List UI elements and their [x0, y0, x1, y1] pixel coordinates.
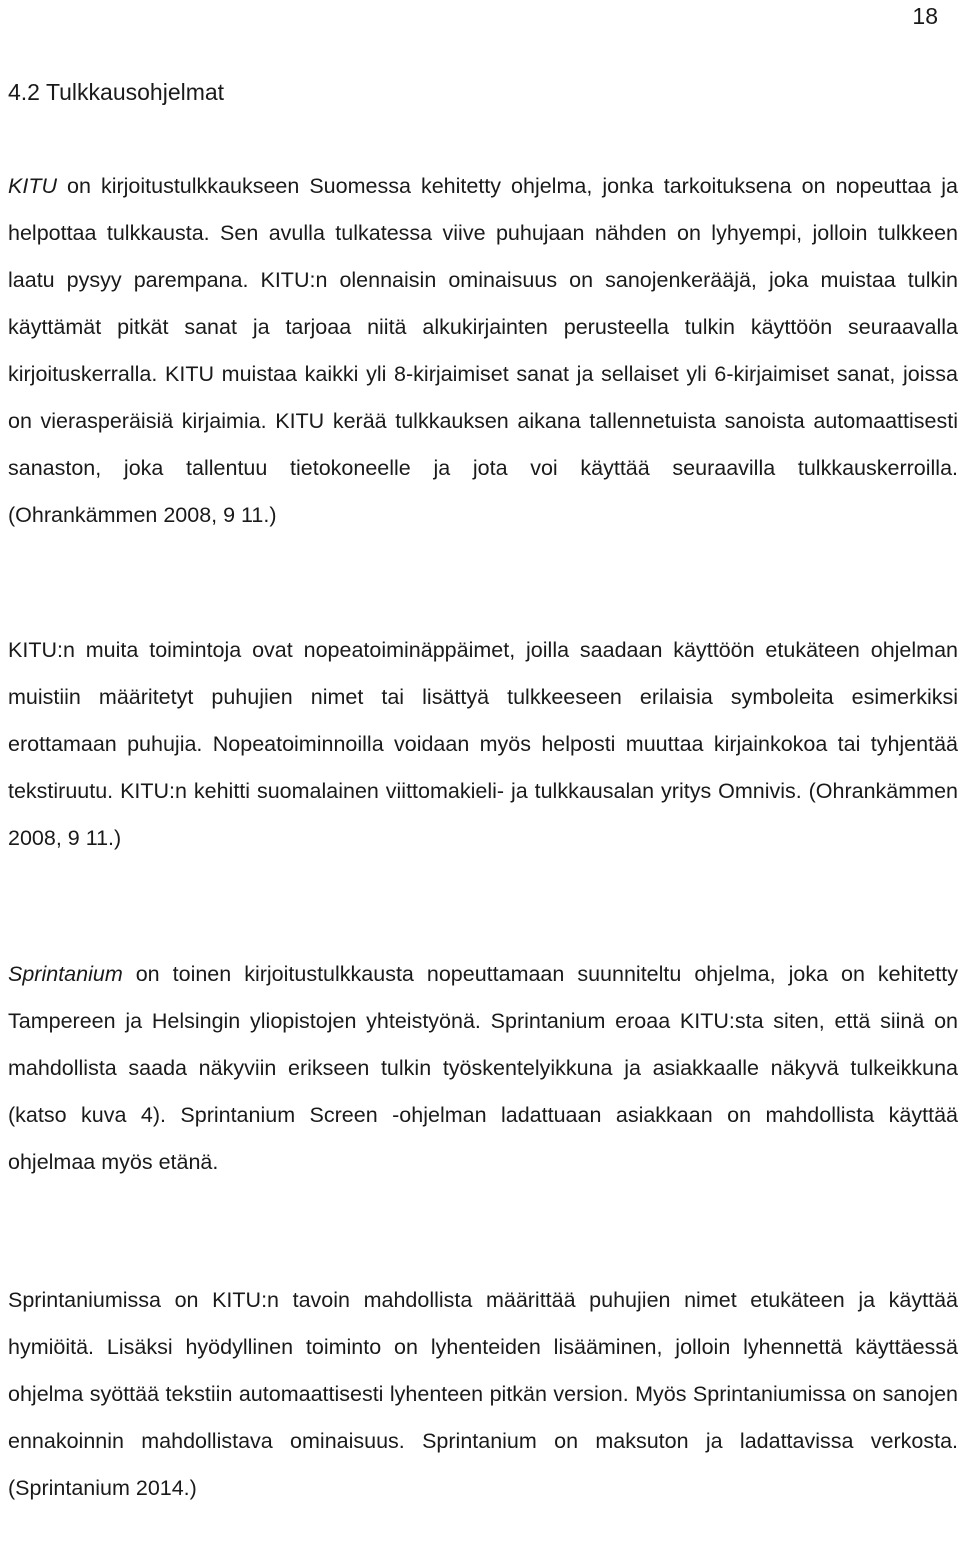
- paragraph-text: Sprintaniumissa on KITU:n tavoin mahdollista määrittää puhujien nimet etukäteen ja käyttää hymiöitä. Lisäksi hyödyllinen toiminto on lyhenteiden lisääminen, jolloin lyhennettä käyttäessä ohjelma syöttää tekstiin automaattisesti lyhenteen pitkän version. Myös Sprintaniumissa on sanojen ennakoinnin mahdollistava ominaisuus. Sprintanium on maksuton ja ladattavissa verkosta. (Sprintanium 2014.): [8, 1288, 958, 1500]
- paragraph-kitu-intro: [8, 163, 958, 539]
- paragraph-italic-term: KITU: [8, 174, 57, 198]
- paragraph-text: KITU:n muita toimintoja ovat nopeatoiminäppäimet, joilla saadaan käyttöön etukäteen ohjelman muistiin määritetyt puhujien nimet tai lisättyä tulkkeeseen erilaisia symboleita esimerkiksi erottamaan puhujia. Nopeatoiminnoilla voidaan myös helposti muuttaa kirjainkokoa tai tyhjentää tekstiruutu. KITU:n kehitti suomalainen viittomakieli- ja tulkkausalan yritys Omnivis. (Ohrankämmen 2008, 9 11.): [8, 638, 958, 850]
- paragraph-kitu-features: [8, 627, 958, 862]
- paragraph-sprintanium-features: [8, 1277, 958, 1512]
- section-heading: 4.2 Tulkkausohjelmat: [8, 79, 225, 105]
- paragraph-text: on kirjoitustulkkaukseen Suomessa kehitetty ohjelma, jonka tarkoituksena on nopeuttaa ja helpottaa tulkkausta. Sen avulla tulkatessa viive puhujaan nähden on lyhyempi, jolloin tulkkeen laatu pysyy parempana. KITU:n olennaisin ominaisuus on sanojenkerääjä, joka muistaa tulkin käyttämät pitkät sanat ja tarjoaa niitä alkukirjainten perusteella tulkin käyttöön seuraavalla kirjoituskerralla. KITU muistaa kaikki yli 8-kirjaimiset sanat ja sellaiset yli 6-kirjaimiset sanat, joissa on vierasperäisiä kirjaimia. KITU kerää tulkkauksen aikana tallennetuista sanoista automaattisesti sanaston, joka tallentuu tietokoneelle ja jota voi käyttää seuraavilla tulkkauskerroilla. (Ohrankämmen 2008, 9 11.): [8, 174, 958, 527]
- paragraph-sprintanium-intro: [8, 951, 958, 1186]
- paragraph-text: on toinen kirjoitustulkkausta nopeuttamaan suunniteltu ohjelma, joka on kehitetty Tampereen ja Helsingin yliopistojen yhteistyönä. Sprintanium eroaa KITU:sta siten, että siinä on mahdollista saada näkyviin erikseen tulkin työskentelyikkuna ja asiakkaalle näkyvä tulkeikkuna (katso kuva 4). Sprintanium Screen -ohjelman ladattuaan asiakkaan on mahdollista käyttää ohjelmaa myös etänä.: [8, 962, 958, 1174]
- paragraph-italic-term: Sprintanium: [8, 962, 123, 986]
- page-number: 18: [912, 3, 938, 29]
